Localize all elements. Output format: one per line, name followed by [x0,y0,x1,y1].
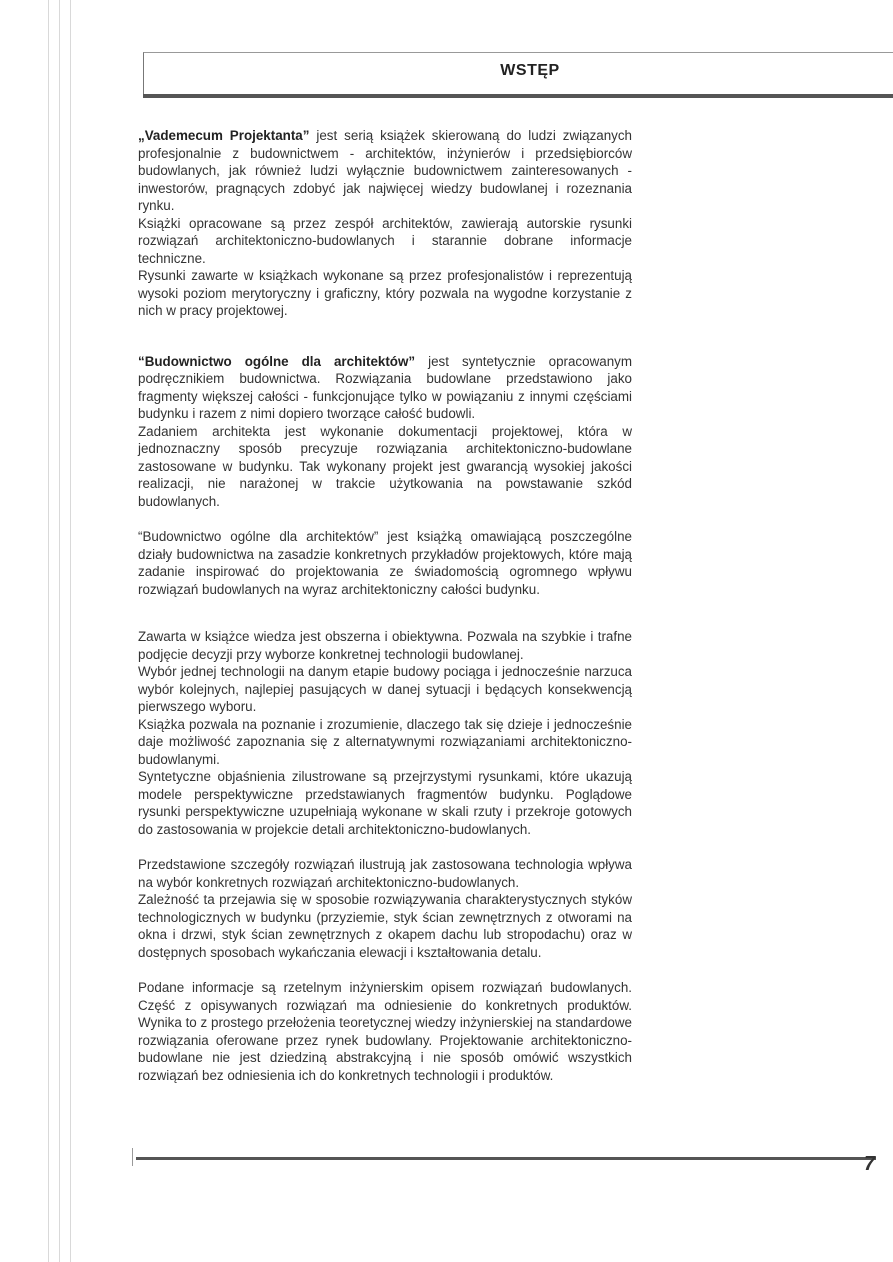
paragraph-2: Książki opracowane są przez zespół architektów, zawierają autorskie rysunki rozwiązań architektoniczno-budowlanych i starannie dobrane informacje techniczne. [138,215,632,266]
body-text [138,127,632,1084]
paragraph-lead: „Vademecum Projektanta” [138,128,310,143]
paragraph-9: Książka pozwala na poznanie i zrozumienie, dlaczego tak się dzieje i jednocześnie daje możliwość zapoznania się z alternatywnymi rozwiązaniami architektoniczno-budowlanymi. [138,716,632,767]
paragraph-11: Przedstawione szczegóły rozwiązań ilustrują jak zastosowana technologia wpływa na wybór konkretnych rozwiązań architektoniczno-budowlanych. [138,857,632,890]
paragraph-4: “Budownictwo ogólne dla architektów” jest syntetycznie opracowanym podręcznikiem budownictwa. Rozwiązania budowlane przedstawiono jako fragmenty większej całości - funkcjonujące tylko w powiązaniu z innymi częściami budynku i razem z nimi dopiero tworzące całość budowli. [138,353,632,421]
page-number: 7 [864,1153,876,1175]
paragraph-5: Zadaniem architekta jest wykonanie dokumentacji projektowej, która w jednoznaczny sposób precyzuje rozwiązania architektoniczno-budowlane zastosowane w budynku. Tak wykonany projekt jest gwarancją wysokiej jakości realizacji, nie narażonej w trakcie użytkowania na powstawanie szkód budowlanych. [138,423,632,509]
paragraph-7: Zawarta w książce wiedza jest obszerna i obiektywna. Pozwala na szybkie i trafne podjęcie decyzji przy wyborze konkretnej technologii budowlanej. [138,629,632,662]
paragraph-10: Syntetyczne objaśnienia zilustrowane są przejrzystymi rysunkami, które ukazują modele perspektywiczne przedstawianych fragmentów budynku. Poglądowe rysunki perspektywiczne uzupełniają wykonane w skali rzuty i przekroje gotowych do zastosowania w projekcie detali architektoniczno-budowlanych. [138,769,632,837]
paragraph-12: Zależność ta przejawia się w sposobie rozwiązywania charakterystycznych styków technologicznych w budynku (przyziemie, styk ścian zewnętrznych z otworami na okna i drzwi, styk ścian zewnętrznych z okapem dachu lub stropodachu) oraz w dostępnych sposobach wykańczania elewacji i kształtowania detalu. [138,892,632,960]
paragraph-6: “Budownictwo ogólne dla architektów” jest książką omawiającą poszczególne działy budownictwa na zasadzie konkretnych przykładów projektowych, które mają zadanie inspirować do projektowania ze świadomością ogromnego wpływu rozwiązań budowlanych na wyraz architektoniczny całości budynku. [138,529,632,597]
footer-rule [136,1157,876,1160]
header-rule [143,94,893,98]
paragraph-lead: “Budownictwo ogólne dla architektów” [138,353,416,369]
paragraph-1: „Vademecum Projektanta” jest serią książek skierowaną do ludzi związanych profesjonalnie z budownictwem - architektów, inżynierów i przedsiębiorców budowlanych, jak również ludzi wyłącznie budownictwem zainteresowanych - inwestorów, pragnących zdobyć jak najwięcej wiedzy budowlanej i rozeznania rynku. [138,128,633,213]
paragraph-3: Rysunki zawarte w książkach wykonane są przez profesjonalistów i reprezentują wysoki poziom merytoryczny i graficzny, który pozwala na wygodne korzystanie z nich w pracy projektowej. [138,268,632,318]
paragraph-8: Wybór jednej technologii na danym etapie budowy pociąga i jednocześnie narzuca wybór kolejnych, najlepiej pasujących w danej sytuacji i będących konsekwencją pierwszego wyboru. [138,664,632,714]
paragraph-13: Podane informacje są rzetelnym inżynierskim opisem rozwiązań budowlanych. Część z opisywanych rozwiązań ma odniesienie do konkretnych produktów. Wynika to z prostego przełożenia teoretycznej wiedzy inżynierskiej na standardowe rozwiązania oferowane przez rynek budowlany. Projektowanie architektoniczno-budowlane nie jest dziedziną abstrakcyjną i nie sposób omówić wszystkich rozwiązań bez odniesienia ich do konkretnych technologii i produktów. [138,980,632,1083]
page-title: WSTĘP [500,62,560,79]
binder-margin-lines [48,0,78,1262]
footer-tick [132,1148,133,1166]
